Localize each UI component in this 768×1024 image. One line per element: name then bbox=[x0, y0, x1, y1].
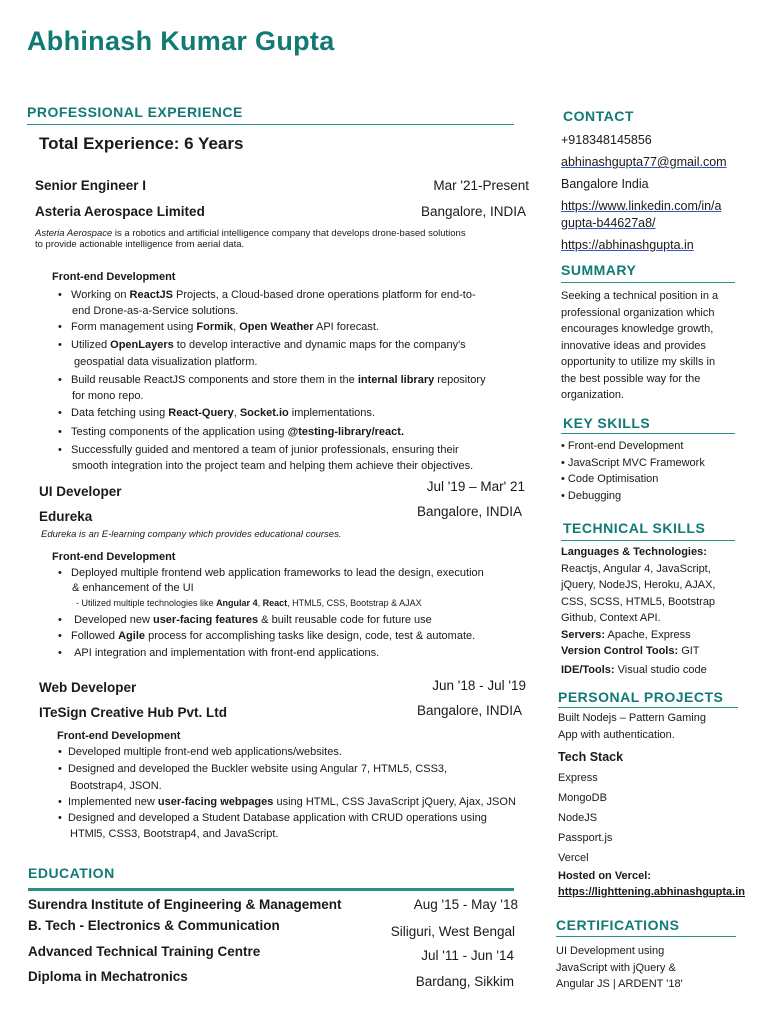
certifications-heading: CERTIFICATIONS bbox=[556, 917, 680, 933]
contact-heading: CONTACT bbox=[563, 108, 634, 124]
key-skills-list bbox=[561, 438, 705, 504]
job-2-dates: Jul '19 – Mar' 21 bbox=[426, 479, 525, 494]
job-1-title: Senior Engineer I bbox=[35, 178, 147, 193]
job-3-location: Bangalore, INDIA bbox=[416, 703, 522, 718]
job-3-bullet-2-cont: Bootstrap4, JSON. bbox=[70, 780, 162, 792]
job-3-bullet-3: • Implemented new user-facing webpages using HTML, CSS JavaScript jQuery, Ajax, JSON bbox=[58, 796, 516, 808]
job-1-bullet-4-cont: for mono repo. bbox=[72, 390, 144, 402]
contact-location: Bangalore India bbox=[561, 177, 649, 191]
key-skill-item: • JavaScript MVC Framework bbox=[561, 456, 705, 469]
job-1-bullet-3-cont: geospatial data visualization platform. bbox=[74, 356, 258, 368]
contact-linkedin-link[interactable]: https://www.linkedin.com/in/a gupta-b44627a8/ bbox=[561, 199, 722, 230]
candidate-name: Abhinash Kumar Gupta bbox=[27, 26, 335, 56]
job-1-bullet-4: • Build reusable ReactJS components and store them in the internal library repository bbox=[58, 374, 486, 386]
contact-email-link[interactable]: abhinashgupta77@gmail.com bbox=[561, 155, 727, 169]
education-heading: EDUCATION bbox=[28, 865, 115, 881]
job-1-description: Asteria Aerospace is a robotics and artificial intelligence company that develops drone-based solutions to provide actionable intelligence from aerial data. bbox=[35, 228, 466, 250]
job-3-dates: Jun '18 - Jul '19 bbox=[432, 678, 526, 693]
edu-2-degree: Diploma in Mechatronics bbox=[28, 969, 188, 984]
experience-heading: PROFESSIONAL EXPERIENCE bbox=[27, 104, 243, 120]
job-1-bullet-7-cont: smooth integration into the project team and helping them achieve their objectives. bbox=[72, 460, 474, 472]
projects-heading: PERSONAL PROJECTS bbox=[558, 689, 724, 705]
job-1-bullet-3: • Utilized OpenLayers to develop interactive and dynamic maps for the company's bbox=[58, 339, 466, 351]
job-3-section: Front-end Development bbox=[57, 730, 181, 742]
hosted-url-link[interactable]: https://lighttening.abhinashgupta.in bbox=[558, 886, 745, 898]
edu-2-place: Bardang, Sikkim bbox=[415, 974, 514, 989]
job-3-bullet-2: • Designed and developed the Buckler website using Angular 7, HTML5, CSS3, bbox=[58, 763, 448, 775]
key-skill-item: • Front-end Development bbox=[561, 440, 684, 452]
edu-1-degree: B. Tech - Electronics & Communication bbox=[28, 918, 280, 933]
projects-rule bbox=[558, 707, 738, 708]
edu-1-dates: Aug '15 - May '18 bbox=[413, 897, 518, 912]
summary-text: Seeking a technical position in a professional organization which encourages knowledge growth, innovative ideas and provides opportunity to utilize my skills in the best possible way for the organization. bbox=[561, 290, 719, 401]
tech-stack-item: Vercel bbox=[558, 852, 589, 864]
job-1-dates: Mar '21-Present bbox=[433, 178, 529, 193]
job-3-bullet-4-cont: HTMl5, CSS3, Bootstrap4, and JavaScript. bbox=[70, 828, 279, 840]
job-1-section: Front-end Development bbox=[52, 271, 176, 283]
job-2-bullet-1: • Deployed multiple frontend web application frameworks to lead the design, execution bbox=[58, 567, 484, 579]
job-2-bullet-4: • API integration and implementation with front-end applications. bbox=[58, 647, 380, 659]
job-2-title: UI Developer bbox=[39, 484, 122, 499]
job-1-bullet-1-cont: end Drone-as-a-Service solutions. bbox=[72, 305, 239, 317]
job-3-bullet-4: • Designed and developed a Student Database application with CRUD operations using bbox=[58, 812, 487, 824]
project-description: Built Nodejs – Pattern Gaming App with authentication. bbox=[558, 712, 706, 741]
job-3-title: Web Developer bbox=[39, 680, 137, 695]
job-1-bullet-7: • Successfully guided and mentored a team of junior professionals, ensuring their bbox=[58, 444, 459, 456]
total-experience: Total Experience: 6 Years bbox=[39, 134, 244, 153]
edu-2-dates: Jul '11 - Jun '14 bbox=[421, 948, 514, 963]
experience-rule bbox=[27, 124, 514, 125]
summary-heading: SUMMARY bbox=[561, 262, 637, 278]
job-1-bullet-2: • Form management using Formik, Open Weather API forecast. bbox=[58, 321, 379, 333]
job-2-bullet-2: • Developed new user-facing features & built reusable code for future use bbox=[58, 614, 432, 626]
contact-phone[interactable]: +918348145856 bbox=[561, 133, 652, 147]
certifications-text: UI Development using JavaScript with jQuery & Angular JS | ARDENT '18' bbox=[556, 945, 683, 990]
education-rule bbox=[28, 888, 514, 891]
job-1-bullet-5: • Data fetching using React-Query, Socket.io implementations. bbox=[58, 407, 375, 419]
job-1-bullet-1: • Working on ReactJS Projects, a Cloud-based drone operations platform for end-to- bbox=[58, 289, 476, 301]
technical-skills-body: Languages & Technologies: Reactjs, Angular 4, JavaScript, jQuery, NodeJS, Heroku, AJAX, CSS, SCSS, HTML5, Bootstrap Github, Context API. Servers: Apache, Express Version Control Tools: GIT IDE/Tools: Visual studio code bbox=[561, 546, 716, 676]
key-skills-rule bbox=[561, 433, 735, 434]
job-1-location: Bangalore, INDIA bbox=[420, 204, 526, 219]
edu-1-place: Siliguri, West Bengal bbox=[390, 924, 515, 939]
job-1-company: Asteria Aerospace Limited bbox=[35, 204, 205, 219]
job-1-bullet-6: • Testing components of the application using @testing-library/react. bbox=[58, 426, 404, 438]
job-2-bullet-3: • Followed Agile process for accomplishing tasks like design, code, test & automate. bbox=[58, 630, 476, 642]
job-2-description: Edureka is an E-learning company which provides educational courses. bbox=[41, 529, 342, 540]
tech-stack-item: NodeJS bbox=[558, 812, 598, 824]
job-2-section: Front-end Development bbox=[52, 551, 176, 563]
tech-stack-item: Passport.js bbox=[558, 832, 613, 844]
job-2-bullet-1-cont: & enhancement of the UI bbox=[72, 582, 194, 594]
technical-skills-heading: TECHNICAL SKILLS bbox=[563, 520, 706, 536]
job-3-company: ITeSign Creative Hub Pvt. Ltd bbox=[39, 705, 228, 720]
edu-2-school: Advanced Technical Training Centre bbox=[28, 944, 261, 959]
tech-stack-list bbox=[558, 768, 612, 868]
job-2-company: Edureka bbox=[39, 509, 93, 524]
tech-stack-item: Express bbox=[558, 772, 598, 784]
key-skill-item: • Code Optimisation bbox=[561, 473, 659, 485]
hosted-label: Hosted on Vercel: bbox=[558, 870, 651, 882]
tech-stack-heading: Tech Stack bbox=[558, 750, 624, 764]
technical-skills-rule bbox=[561, 540, 735, 541]
contact-website-link[interactable]: https://abhinashgupta.in bbox=[561, 238, 694, 252]
job-2-location: Bangalore, INDIA bbox=[416, 504, 522, 519]
tech-stack-item: MongoDB bbox=[558, 792, 607, 804]
key-skill-item: • Debugging bbox=[561, 489, 622, 502]
edu-1-school: Surendra Institute of Engineering & Management bbox=[28, 897, 342, 912]
certifications-rule bbox=[556, 936, 736, 937]
summary-rule bbox=[561, 282, 735, 283]
job-3-bullet-1: • Developed multiple front-end web applications/websites. bbox=[58, 746, 342, 758]
job-2-tech-note: - Utilized multiple technologies like Angular 4, React, HTML5, CSS, Bootstrap & AJAX bbox=[76, 598, 422, 608]
key-skills-heading: KEY SKILLS bbox=[563, 415, 651, 431]
